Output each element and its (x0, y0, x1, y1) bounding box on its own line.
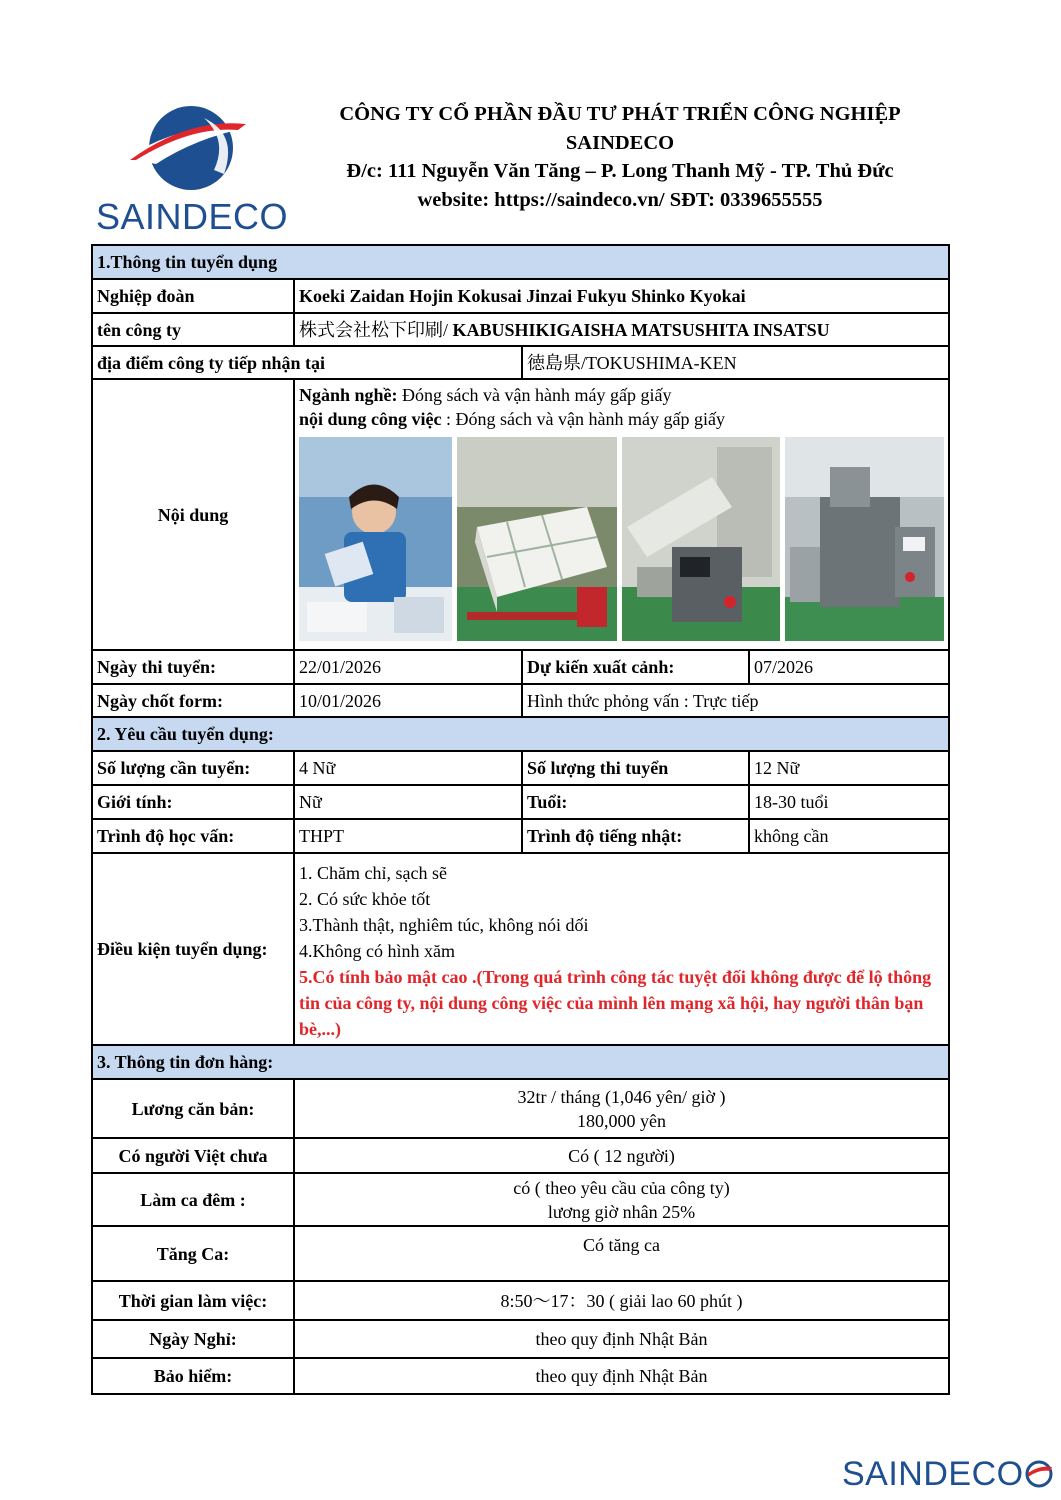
industry-value: Đóng sách và vận hành máy gấp giấy (397, 385, 672, 405)
exam-count-value: 12 Nữ (749, 751, 949, 785)
content-label: Nội dung (92, 379, 294, 650)
departure-label: Dự kiến xuất cảnh: (522, 650, 749, 684)
location-value: 徳島県/TOKUSHIMA-KEN (522, 346, 949, 379)
hours-label: Thời gian làm việc: (92, 1281, 294, 1320)
company-logo (96, 100, 289, 237)
company-contact: website: https://saindeco.vn/ SĐT: 0339655555 (417, 188, 823, 211)
logo-wordmark: SAINDECO (96, 196, 289, 237)
work-photos (299, 431, 944, 641)
night-shift-line2: lương giờ nhân 25% (547, 1201, 696, 1222)
night-shift-row (92, 1173, 949, 1226)
location-label: địa điểm công ty tiếp nhận tại (92, 346, 522, 379)
photo-factory-machine (785, 437, 944, 641)
section3-title: 3. Thông tin đơn hàng: (92, 1045, 949, 1079)
exam-date-label: Ngày thi tuyển: (92, 650, 294, 684)
jp-label: Trình độ tiếng nhật: (522, 819, 749, 853)
section1-header-row (92, 245, 949, 279)
condition-item: 2. Có sức khỏe tốt (299, 889, 431, 909)
footer-logo-mark-icon (1024, 1459, 1054, 1489)
photo-worker-books (299, 437, 452, 641)
recruitment-table (91, 244, 950, 1395)
salary-label: Lương căn bản: (92, 1079, 294, 1138)
company-row (92, 313, 949, 346)
insurance-row (92, 1358, 949, 1394)
salary-line2: 180,000 yên (577, 1110, 666, 1131)
insurance-value: theo quy định Nhật Bản (294, 1358, 949, 1394)
gender-label: Giới tính: (92, 785, 294, 819)
footer-logo (842, 1455, 1057, 1500)
form-close-value: 10/01/2026 (294, 684, 522, 717)
job-line (299, 407, 944, 431)
content-value (294, 379, 949, 650)
job-label: nội dung công việc (299, 409, 442, 429)
overtime-value: Có tăng ca (294, 1226, 949, 1281)
footer-logo-wordmark: SAINDECO (842, 1455, 1024, 1493)
night-shift-label: Làm ca đêm : (92, 1173, 294, 1226)
vietnamese-value: Có ( 12 người) (294, 1138, 949, 1173)
conditions-row (92, 853, 949, 1045)
salary-row (92, 1079, 949, 1138)
edu-value: THPT (294, 819, 522, 853)
exam-date-row (92, 650, 949, 684)
company-name-line: CÔNG TY CỔ PHẦN ĐẦU TƯ PHÁT TRIỂN CÔNG NGHIỆP (339, 103, 901, 125)
condition-item: 4.Không có hình xăm (299, 941, 455, 961)
condition-item-confidentiality: 5.Có tính bảo mật cao .(Trong quá trình công tác tuyệt đối không được để lộ thông tin của công ty, nội dung công việc của mình lên mạng xã hội, hay người thân bạn bè,...) (299, 967, 932, 1039)
overtime-row (92, 1226, 949, 1281)
form-close-label: Ngày chốt form: (92, 684, 294, 717)
company-label: tên công ty (92, 313, 294, 346)
age-value: 18-30 tuổi (749, 785, 949, 819)
industry-line (299, 383, 944, 407)
industry-label: Ngành nghề: (299, 385, 398, 405)
photo-printed-sheets (457, 437, 617, 641)
photo-folding-machine (622, 437, 781, 641)
interview-value: Hình thức phỏng vấn : Trực tiếp (522, 684, 949, 717)
overtime-label: Tăng Ca: (92, 1226, 294, 1281)
hours-row (92, 1281, 949, 1320)
insurance-label: Bảo hiểm: (92, 1358, 294, 1394)
section3-header-row (92, 1045, 949, 1079)
day-off-label: Ngày Nghỉ: (92, 1320, 294, 1358)
exam-count-label: Số lượng thi tuyển (522, 751, 749, 785)
condition-item: 1. Chăm chỉ, sạch sẽ (299, 863, 447, 883)
night-shift-line1: có ( theo yêu cầu của công ty) (513, 1177, 730, 1198)
company-value-en: KABUSHIKIGAISHA MATSUSHITA INSATSU (448, 319, 830, 340)
union-value: Koeki Zaidan Hojin Kokusai Jinzai Fukyu Shinko Kyokai (294, 279, 949, 313)
quantity-row (92, 751, 949, 785)
departure-value: 07/2026 (749, 650, 949, 684)
jp-value: không cần (749, 819, 949, 853)
salary-line1: 32tr / tháng (1,046 yên/ giờ ) (517, 1086, 726, 1107)
job-value: : Đóng sách và vận hành máy gấp giấy (441, 409, 725, 429)
night-shift-value (294, 1173, 949, 1226)
day-off-value: theo quy định Nhật Bản (294, 1320, 949, 1358)
company-value-jp: 株式会社松下印刷/ (299, 319, 449, 340)
vietnamese-row (92, 1138, 949, 1173)
company-value (294, 313, 949, 346)
salary-value (294, 1079, 949, 1138)
day-off-row (92, 1320, 949, 1358)
exam-date-value: 22/01/2026 (294, 650, 522, 684)
condition-item: 3.Thành thật, nghiêm túc, không nói dối (299, 915, 589, 935)
union-label: Nghiệp đoàn (92, 279, 294, 313)
conditions-label: Điều kiện tuyển dụng: (92, 853, 294, 1045)
education-row (92, 819, 949, 853)
location-row (92, 346, 949, 379)
need-label: Số lượng cần tuyển: (92, 751, 294, 785)
union-row (92, 279, 949, 313)
hours-value: 8:50～17：30 ( giải lao 60 phút ) (294, 1281, 949, 1320)
company-name-short: SAINDECO (565, 131, 675, 154)
content-row (92, 379, 949, 650)
age-label: Tuổi: (522, 785, 749, 819)
company-address: Đ/c: 111 Nguyễn Văn Tăng – P. Long Thanh Mỹ - TP. Thủ Đức (346, 160, 894, 182)
gender-value: Nữ (294, 785, 522, 819)
edu-label: Trình độ học vấn: (92, 819, 294, 853)
gender-age-row (92, 785, 949, 819)
company-header (300, 100, 940, 214)
section1-title: 1.Thông tin tuyển dụng (92, 245, 949, 279)
need-value: 4 Nữ (294, 751, 522, 785)
section2-title: 2. Yêu cầu tuyển dụng: (92, 717, 949, 751)
section2-header-row (92, 717, 949, 751)
conditions-list (294, 853, 949, 1045)
vietnamese-label: Có người Việt chưa (92, 1138, 294, 1173)
logo-mark-icon (96, 100, 286, 200)
form-close-row (92, 684, 949, 717)
